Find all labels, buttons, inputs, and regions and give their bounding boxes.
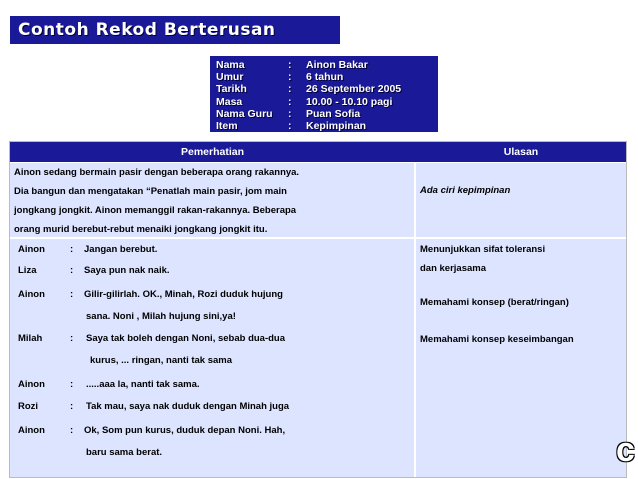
colon: : — [70, 289, 74, 300]
observation-line: Ainon sedang bermain pasir dengan beberapa orang rakannya. — [14, 167, 300, 178]
comment-text: Ada ciri kepimpinan — [420, 185, 511, 196]
info-label: Nama — [216, 59, 245, 71]
info-row-umur — [216, 71, 438, 83]
dialogue-text: Ok, Som pun kurus, duduk depan Noni. Hah, — [84, 425, 286, 436]
table-header — [10, 142, 626, 162]
info-value: Kepimpinan — [306, 120, 367, 133]
info-label: Nama Guru — [216, 107, 273, 120]
info-value: Puan Sofia — [306, 107, 361, 120]
comment-text: Memahami konsep (berat/ringan) — [420, 297, 569, 308]
speaker: Ainon — [18, 244, 45, 255]
info-sep: : — [288, 107, 292, 120]
header-pemerhatian: Pemerhatian — [180, 146, 245, 158]
info-sep: : — [288, 83, 292, 96]
speaker: Ainon — [18, 425, 45, 436]
observation-cell-1 — [10, 163, 414, 237]
dialogue-text: .....aaa la, nanti tak sama. — [86, 379, 200, 390]
info-label: Masa — [216, 95, 243, 108]
info-box — [210, 56, 438, 132]
dialogue-text: Tak mau, saya nak duduk dengan Minah juga — [86, 401, 290, 412]
speaker: Ainon — [18, 289, 45, 300]
speaker: Ainon — [18, 379, 45, 390]
dialogue-text: Gilir-gilirlah. OK., Minah, Rozi duduk hujung — [84, 289, 283, 300]
info-label: Tarikh — [216, 83, 247, 96]
info-row-nama-guru — [216, 108, 438, 120]
info-label: Umur — [216, 71, 244, 84]
info-sep: : — [288, 71, 292, 84]
speaker: Liza — [18, 265, 37, 276]
info-sep: : — [288, 120, 292, 133]
record-table — [9, 141, 627, 478]
info-label: Item — [216, 120, 238, 133]
info-row-tarikh — [216, 83, 438, 95]
edge-glyph: c — [616, 431, 635, 469]
observation-line: jongkang jongkit. Ainon memanggil rakan-rakannya. Beberapa — [14, 205, 297, 216]
colon: : — [70, 244, 74, 255]
colon: : — [70, 401, 74, 412]
info-sep: : — [288, 95, 292, 108]
colon: : — [70, 265, 74, 276]
speaker: Milah — [18, 333, 43, 344]
colon: : — [70, 425, 74, 436]
comment-text: Menunjukkan sifat toleransi — [420, 244, 546, 255]
info-value: 6 tahun — [306, 71, 344, 84]
info-row-nama — [216, 59, 438, 71]
dialogue-text: Jangan berebut. — [84, 244, 158, 255]
info-row-item — [216, 120, 438, 132]
info-value: 10.00 - 10.10 pagi — [306, 95, 393, 108]
info-value: Ainon Bakar — [306, 59, 368, 71]
dialogue-text: Saya pun nak naik. — [84, 265, 170, 276]
info-row-masa — [216, 96, 438, 108]
dialogue-text: sana. Noni , Milah hujung sini,ya! — [86, 311, 236, 322]
colon: : — [70, 333, 74, 344]
info-sep: : — [288, 59, 292, 71]
info-value: 26 September 2005 — [306, 83, 402, 96]
colon: : — [70, 379, 74, 390]
observation-line: orang murid berebut-rebut menaiki jongkang jongkit itu. — [14, 224, 268, 235]
observation-line: Dia bangun dan mengatakan “Penatlah main pasir, jom main — [14, 186, 287, 197]
page-title: Contoh Rekod Berterusan — [10, 16, 340, 44]
comment-cell-1 — [416, 163, 626, 237]
observation-cell-2 — [10, 239, 414, 477]
dialogue-text: baru sama berat. — [86, 447, 163, 458]
speaker: Rozi — [18, 401, 39, 412]
comment-cell-2 — [416, 239, 626, 477]
dialogue-text: Saya tak boleh dengan Noni, sebab dua-dua — [86, 333, 286, 344]
header-ulasan: Ulasan — [503, 146, 539, 158]
dialogue-text: kurus, ... ringan, nanti tak sama — [90, 355, 233, 366]
comment-text: Memahami konsep keseimbangan — [420, 334, 574, 345]
comment-text: dan kerjasama — [420, 263, 487, 274]
